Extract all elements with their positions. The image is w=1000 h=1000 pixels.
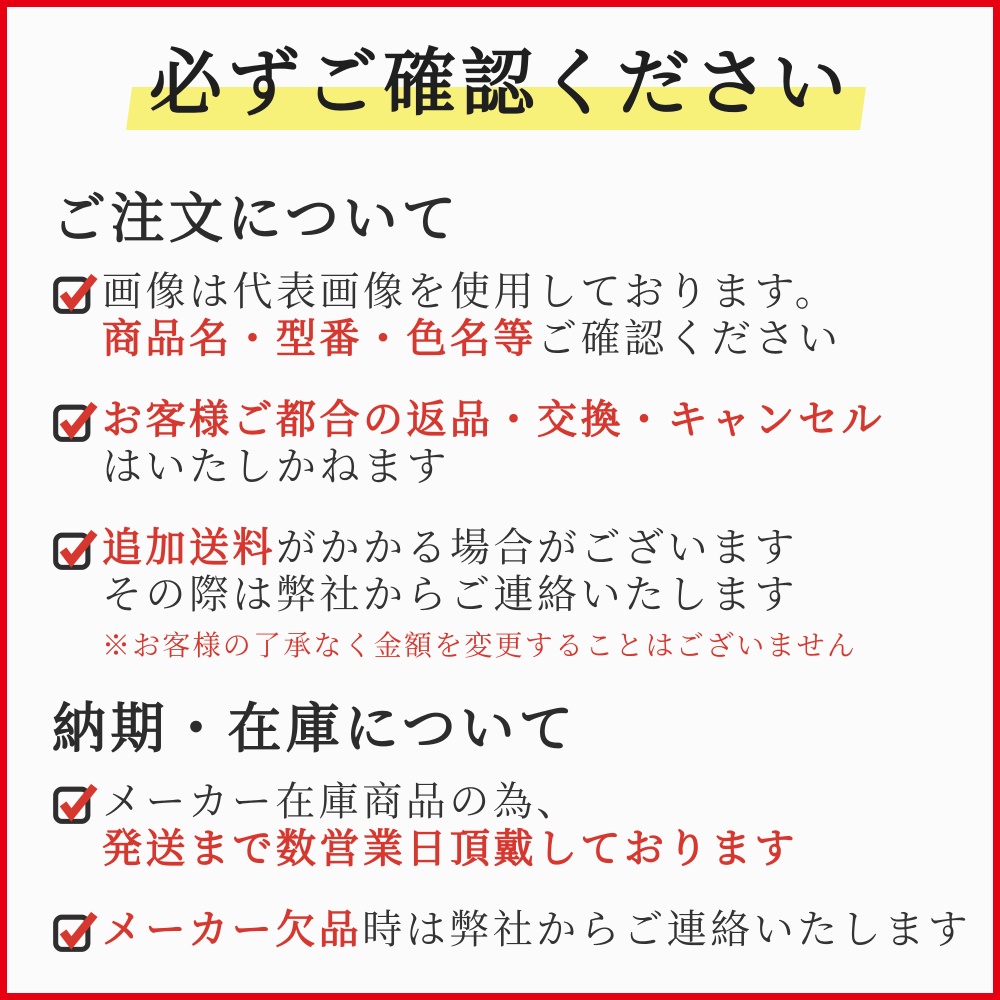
item-text [102,906,971,953]
item-text [102,524,948,664]
item-footnote: ※お客様の了承なく金額を変更することはございません [102,631,858,662]
item-text-segment-emphasis: メーカー欠品 [102,907,363,952]
item-text [102,396,948,490]
item-text [102,778,948,872]
item-text-segment: ご確認ください [537,316,842,361]
item-text-segment: 時は弊社からご連絡いたします [362,907,972,952]
section-heading-stock: 納期・在庫について [52,699,578,759]
list-item-extra-shipping [52,524,948,664]
title-wrap [149,43,851,124]
list-item-maker-shortage [52,906,972,954]
item-text-segment: がかかる場合がございます [276,525,798,570]
item-line [102,778,948,825]
item-line [102,396,948,443]
item-line [102,524,948,571]
checkbox-checked-icon [52,270,98,316]
item-line [102,315,948,362]
item-line [102,825,948,872]
list-item-no-returns [52,396,948,490]
list-item-representative-image [52,268,948,362]
page-title: 必ずご確認ください [149,43,851,124]
item-line [102,268,948,315]
item-text-segment-emphasis: 発送まで数営業日頂戴しております [102,826,798,871]
item-line [102,906,971,953]
item-text-segment: その際は弊社からご連絡いたします [102,572,798,617]
checkbox-checked-icon [52,398,98,444]
item-line [102,443,948,490]
title-row [52,43,948,124]
item-text-segment: 画像は代表画像を使用しております。 [102,269,839,314]
checkbox-checked-icon [52,908,98,954]
checkbox-checked-icon [52,526,98,572]
item-text-segment-emphasis: 商品名・型番・色名等 [102,316,537,361]
list-item-maker-stock [52,778,948,872]
checkbox-checked-icon [52,780,98,826]
item-text-segment-emphasis: 追加送料 [102,525,276,570]
item-text-segment-emphasis: お客様ご都合の返品・交換・キャンセル [102,397,885,442]
item-text-segment: メーカー在庫商品の為、 [102,779,580,824]
item-text-segment: はいたしかねます [102,444,450,489]
section-heading-order: ご注文について [52,189,461,249]
item-line [102,571,948,618]
item-text [102,268,948,362]
